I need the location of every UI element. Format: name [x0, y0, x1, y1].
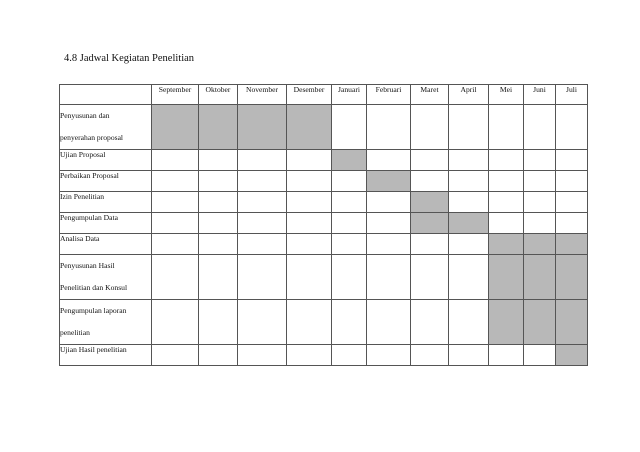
scheduled-cell	[524, 234, 556, 255]
empty-cell	[556, 213, 588, 234]
month-header: Februari	[367, 85, 411, 105]
empty-cell	[449, 300, 489, 345]
empty-cell	[152, 171, 199, 192]
activity-label-line: Pengumpulan laporan	[60, 306, 127, 315]
scheduled-cell	[556, 300, 588, 345]
empty-cell	[152, 192, 199, 213]
empty-cell	[367, 150, 411, 171]
month-header: Oktober	[199, 85, 238, 105]
scheduled-cell	[556, 234, 588, 255]
empty-cell	[238, 300, 287, 345]
activity-label	[60, 171, 152, 192]
month-header: Desember	[287, 85, 332, 105]
empty-cell	[524, 192, 556, 213]
empty-cell	[449, 105, 489, 150]
empty-cell	[332, 255, 367, 300]
empty-cell	[524, 171, 556, 192]
empty-cell	[411, 300, 449, 345]
empty-cell	[556, 192, 588, 213]
empty-cell	[199, 150, 238, 171]
empty-cell	[524, 105, 556, 150]
activity-row	[60, 192, 588, 213]
month-header: September	[152, 85, 199, 105]
scheduled-cell	[238, 105, 287, 150]
activity-label-line: Izin Penelitian	[60, 192, 105, 201]
scheduled-cell	[524, 255, 556, 300]
empty-cell	[367, 105, 411, 150]
empty-cell	[332, 345, 367, 366]
activity-label-line: Penelitian dan Konsul	[60, 283, 128, 292]
empty-cell	[287, 192, 332, 213]
empty-cell	[152, 345, 199, 366]
scheduled-cell	[411, 192, 449, 213]
empty-cell	[152, 300, 199, 345]
empty-cell	[411, 171, 449, 192]
activity-row	[60, 255, 588, 300]
activity-label	[60, 192, 152, 213]
empty-cell	[238, 192, 287, 213]
activity-row	[60, 234, 588, 255]
month-header: Juni	[524, 85, 556, 105]
activity-label	[60, 105, 152, 150]
empty-cell	[449, 150, 489, 171]
activity-label	[60, 213, 152, 234]
activity-label-line: Ujian Proposal	[60, 150, 106, 159]
empty-cell	[556, 171, 588, 192]
empty-cell	[287, 150, 332, 171]
empty-cell	[449, 192, 489, 213]
activity-label	[60, 234, 152, 255]
empty-cell	[287, 345, 332, 366]
month-header: Juli	[556, 85, 588, 105]
header-row	[60, 85, 588, 105]
empty-cell	[411, 345, 449, 366]
scheduled-cell	[411, 213, 449, 234]
empty-cell	[199, 255, 238, 300]
empty-cell	[489, 171, 524, 192]
empty-cell	[287, 255, 332, 300]
empty-cell	[367, 213, 411, 234]
empty-cell	[367, 234, 411, 255]
scheduled-cell	[449, 213, 489, 234]
header-corner-cell	[60, 85, 152, 105]
activity-row	[60, 345, 588, 366]
empty-cell	[524, 150, 556, 171]
empty-cell	[489, 150, 524, 171]
empty-cell	[556, 150, 588, 171]
empty-cell	[199, 234, 238, 255]
empty-cell	[199, 300, 238, 345]
empty-cell	[238, 345, 287, 366]
empty-cell	[449, 234, 489, 255]
empty-cell	[332, 213, 367, 234]
activity-row	[60, 105, 588, 150]
empty-cell	[489, 213, 524, 234]
month-header: Maret	[411, 85, 449, 105]
activity-label-line: Pengumpulan Data	[60, 213, 118, 222]
section-heading: 4.8 Jadwal Kegiatan Penelitian	[64, 53, 195, 64]
scheduled-cell	[556, 345, 588, 366]
empty-cell	[556, 105, 588, 150]
empty-cell	[238, 213, 287, 234]
empty-cell	[287, 171, 332, 192]
empty-cell	[238, 255, 287, 300]
empty-cell	[489, 105, 524, 150]
activity-label-line: penelitian	[60, 328, 90, 337]
schedule-table	[59, 84, 588, 366]
month-header: April	[449, 85, 489, 105]
empty-cell	[411, 105, 449, 150]
scheduled-cell	[489, 255, 524, 300]
empty-cell	[199, 192, 238, 213]
month-header: Januari	[332, 85, 367, 105]
month-header: Mei	[489, 85, 524, 105]
activity-label-line: penyerahan proposal	[60, 133, 124, 142]
empty-cell	[332, 105, 367, 150]
empty-cell	[449, 171, 489, 192]
scheduled-cell	[524, 300, 556, 345]
activity-row	[60, 150, 588, 171]
empty-cell	[287, 213, 332, 234]
activity-label-line: Perbaikan Proposal	[60, 171, 119, 180]
empty-cell	[287, 234, 332, 255]
activity-label	[60, 300, 152, 345]
empty-cell	[199, 345, 238, 366]
empty-cell	[287, 300, 332, 345]
scheduled-cell	[556, 255, 588, 300]
empty-cell	[152, 255, 199, 300]
activity-label-line: Analisa Data	[60, 234, 100, 243]
empty-cell	[449, 255, 489, 300]
empty-cell	[152, 213, 199, 234]
empty-cell	[367, 300, 411, 345]
scheduled-cell	[332, 150, 367, 171]
activity-label	[60, 345, 152, 366]
empty-cell	[367, 192, 411, 213]
empty-cell	[411, 255, 449, 300]
empty-cell	[411, 234, 449, 255]
empty-cell	[449, 345, 489, 366]
empty-cell	[332, 171, 367, 192]
activity-label	[60, 150, 152, 171]
empty-cell	[332, 300, 367, 345]
empty-cell	[489, 345, 524, 366]
scheduled-cell	[489, 300, 524, 345]
activity-label	[60, 255, 152, 300]
empty-cell	[199, 213, 238, 234]
scheduled-cell	[152, 105, 199, 150]
scheduled-cell	[199, 105, 238, 150]
empty-cell	[238, 150, 287, 171]
empty-cell	[367, 345, 411, 366]
empty-cell	[152, 234, 199, 255]
empty-cell	[489, 192, 524, 213]
empty-cell	[367, 255, 411, 300]
scheduled-cell	[489, 234, 524, 255]
empty-cell	[199, 171, 238, 192]
empty-cell	[524, 345, 556, 366]
activity-row	[60, 213, 588, 234]
empty-cell	[238, 234, 287, 255]
empty-cell	[238, 171, 287, 192]
empty-cell	[411, 150, 449, 171]
month-header: November	[238, 85, 287, 105]
activity-row	[60, 171, 588, 192]
empty-cell	[152, 150, 199, 171]
activity-label-line: Penyusunan Hasil	[60, 261, 115, 270]
activity-label-line: Ujian Hasil penelitian	[60, 345, 127, 354]
schedule-body	[60, 105, 588, 366]
empty-cell	[332, 234, 367, 255]
activity-row	[60, 300, 588, 345]
empty-cell	[524, 213, 556, 234]
empty-cell	[332, 192, 367, 213]
scheduled-cell	[287, 105, 332, 150]
scheduled-cell	[367, 171, 411, 192]
activity-label-line: Penyusunan dan	[60, 111, 110, 120]
